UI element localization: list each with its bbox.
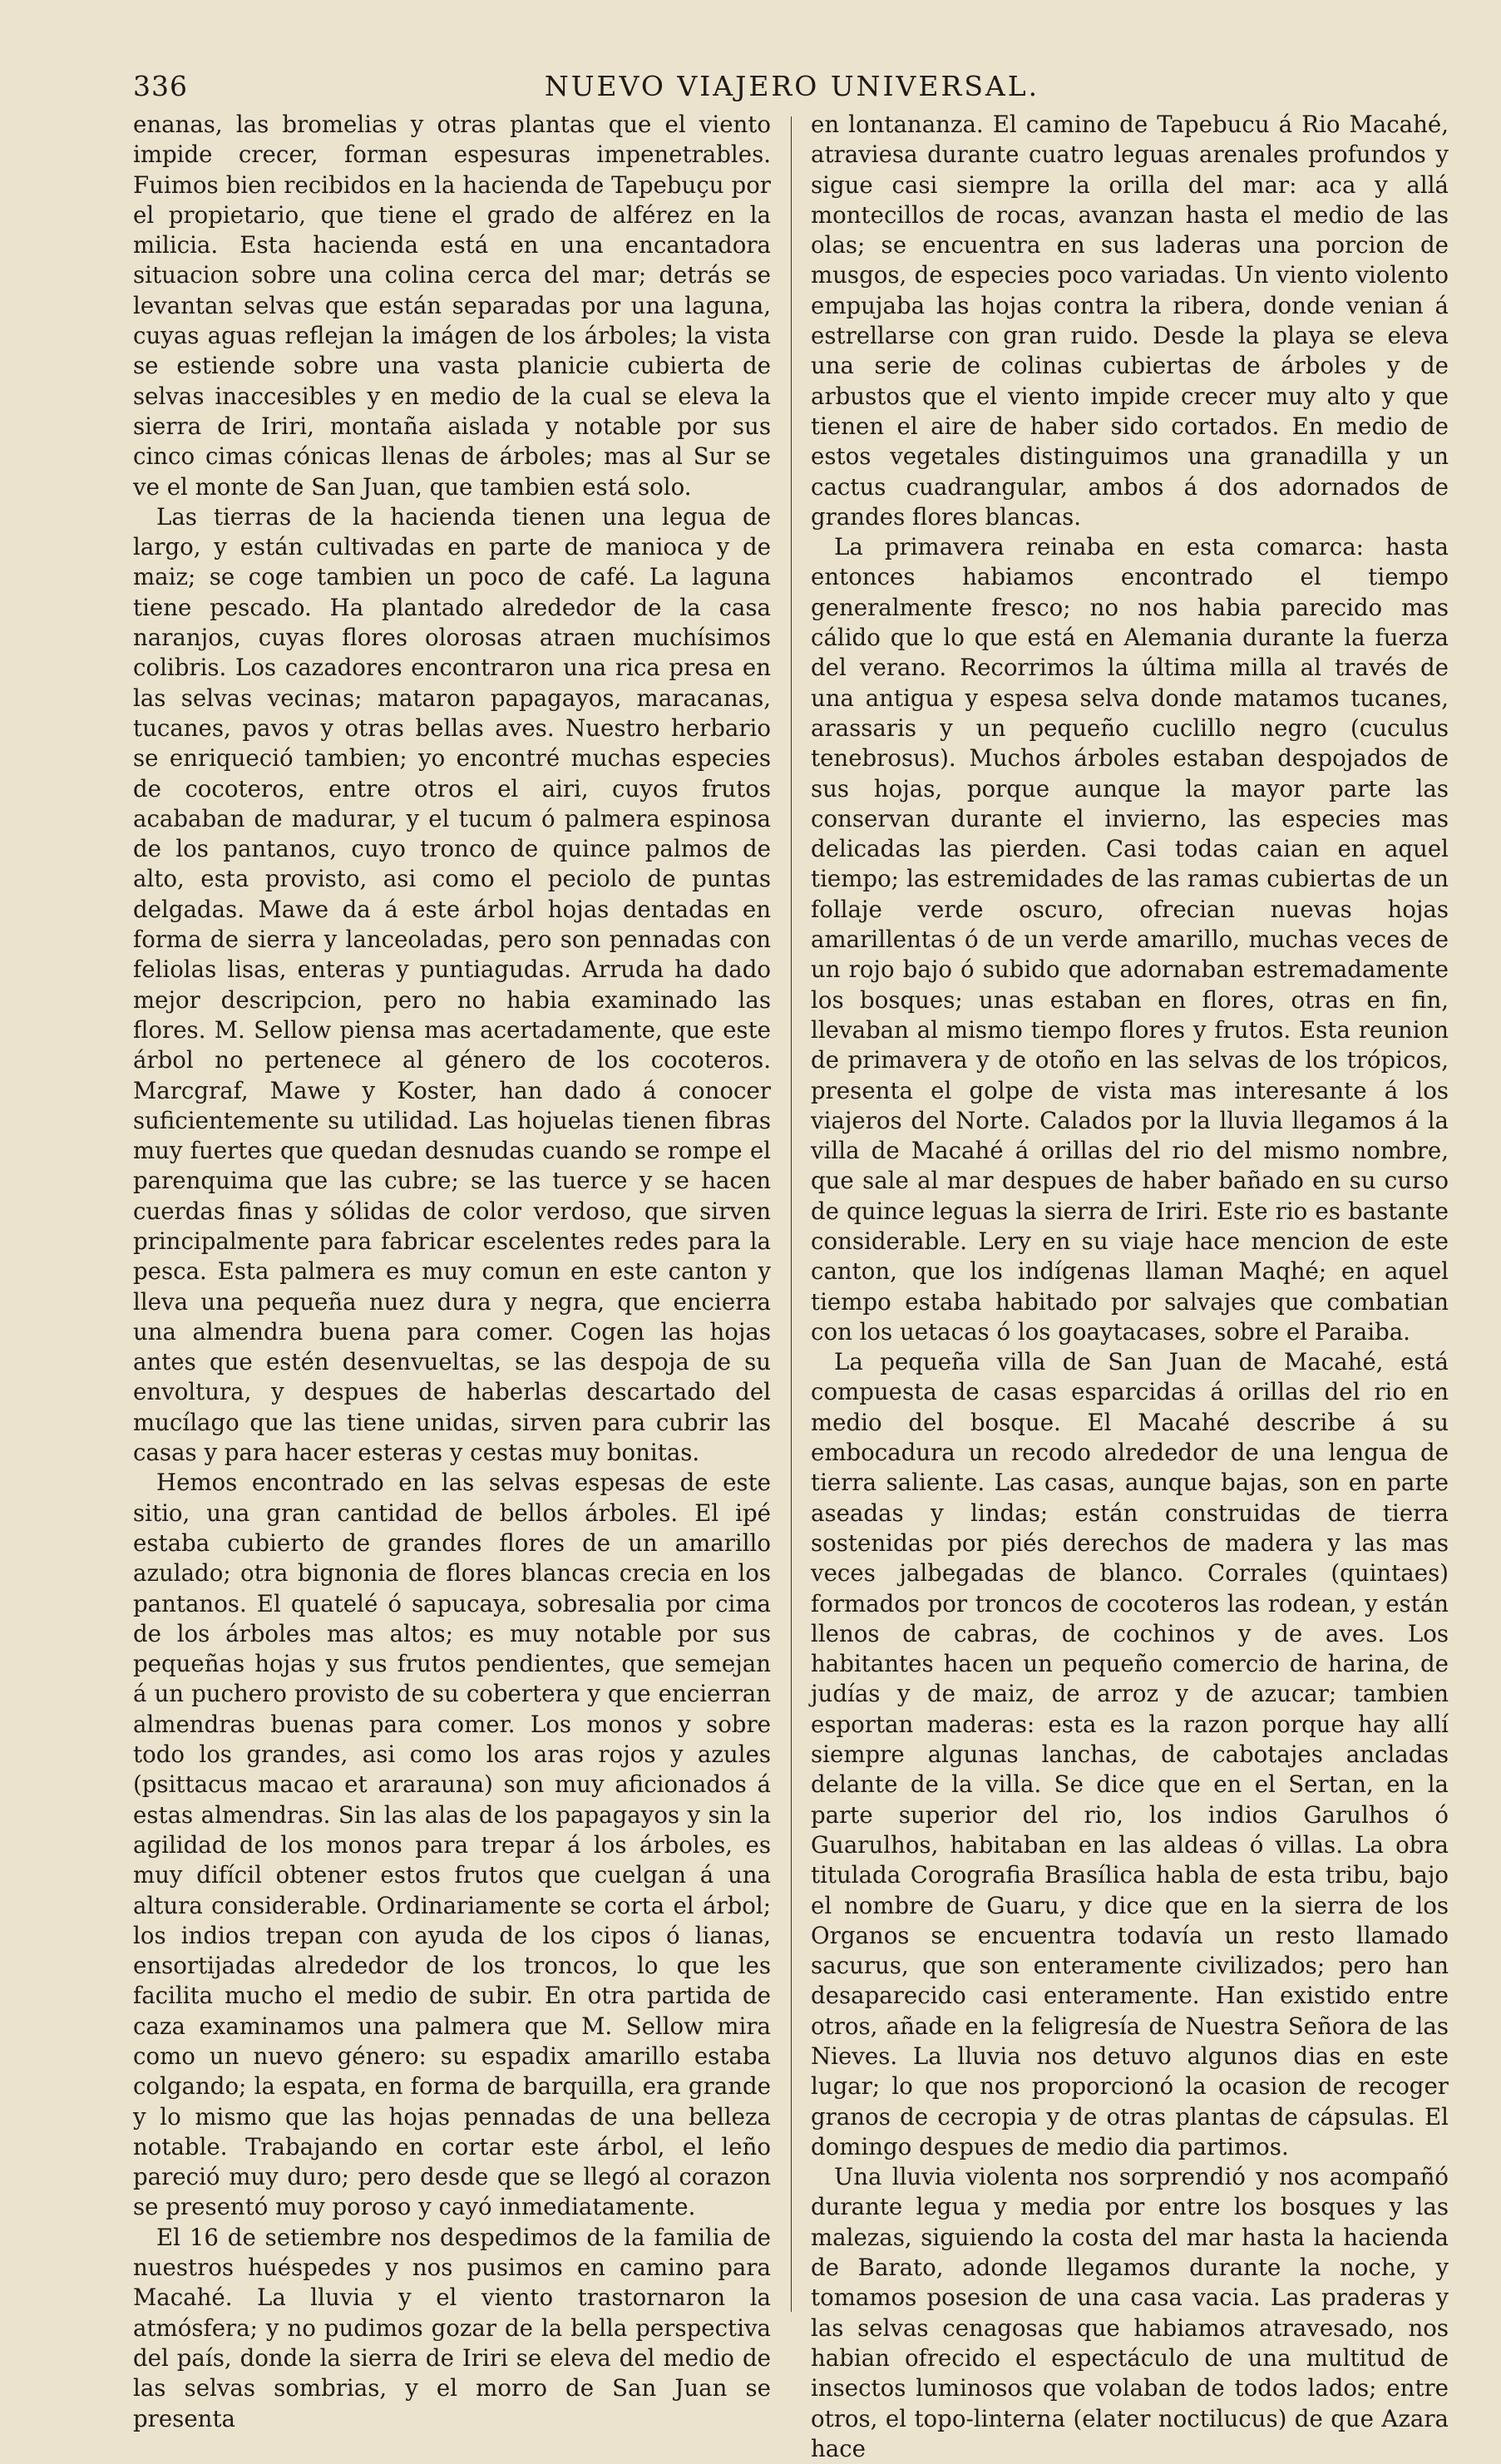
paragraph: El 16 de setiembre nos despedimos de la familia de nuestros huéspedes y nos pusimos en camino para Macahé. La lluvia y el viento trastornaron la atmósfera; y no pudimos gozar de la bella perspectiva del país, donde la sierra de Iriri se eleva del medio de las selvas sombrias, y el morro de San Juan se presenta (133, 2223, 771, 2432)
paragraph: Una lluvia violenta nos sorprendió y nos acompañó durante legua y media por entre los bosques y las malezas, siguiendo la costa del mar hasta la hacienda de Barato, adonde llegamos durante la noche, y tomamos posesion de una casa vacia. Las praderas y las selvas cenagosas que habiamos atravesado, nos habian ofrecido el espectáculo de una multitud de insectos luminosos que volaban de todos lados; entre otros, el topo-linterna (elater noctilucus) de que Azara hace (811, 2163, 1449, 2462)
paragraph: enanas, las bromelias y otras plantas que el viento impide crecer, forman espesuras impenetrables. Fuimos bien recibidos en la hacienda de Tapebuçu por el propietario, que tiene el grado de alférez en la milicia. Esta hacienda está en una encantadora situacion sobre una colina cerca del mar; detrás se levantan selvas que están separadas por una laguna, cuyas aguas reflejan la imágen de los árboles; la vista se estiende sobre una vasta planicie cubierta de selvas inaccesibles y en medio de la cual se eleva la sierra de Iriri, montaña aislada y notable por sus cinco cimas cónicas llenas de árboles; mas al Sur se ve el monte de San Juan, que tambien está solo. (133, 111, 771, 501)
left-column (133, 110, 771, 2432)
page-number: 336 (133, 70, 188, 102)
column-divider (791, 116, 792, 2312)
paragraph: La pequeña villa de San Juan de Macahé, está compuesta de casas esparcidas á orillas del rio en medio del bosque. El Macahé describe á su embocadura un recodo alrededor de una lengua de tierra saliente. Las casas, aunque bajas, son en parte aseadas y lindas; están construidas de tierra sostenidas por piés derechos de madera y las mas veces jalbegadas de blanco. Corrales (quintaes) formados por troncos de cocoteros las rodean, y están llenos de cabras, de cochinos y de aves. Los habitantes hacen un pequeño comercio de harina, de judías y de maiz, de arroz y de azucar; tambien esportan maderas: esta es la razon porque hay allí siempre algunas lanchas, de cabotajes ancladas delante de la villa. Se dice que en el Sertan, en la parte superior del rio, los indios Garulhos ó Guarulhos, habitaban en las aldeas ó villas. La obra titulada Corografia Brasílica habla de esta tribu, bajo el nombre de Guaru, y dice que en la sierra de los Organos se encuentra todavía un resto llamado sacurus, que son enteramente civilizados; pero han desaparecido casi enteramente. Han existido entre otros, añade en la feligresía de Nuestra Señora de las Nieves. La lluvia nos detuvo algunos dias en este lugar; lo que nos proporcionó la ocasion de recoger granos de cecropia y de otras plantas de cápsulas. El domingo despues de medio dia partimos. (811, 1348, 1449, 2160)
paragraph: en lontananza. El camino de Tapebucu á Rio Macahé, atraviesa durante cuatro leguas arenales profundos y sigue casi siempre la orilla del mar: aca y allá montecillos de rocas, avanzan hasta el medio de las olas; se encuentra en sus laderas una porcion de musgos, de especies poco variadas. Un viento violento empujaba las hojas contra la ribera, donde venian á estrellarse con gran ruido. Desde la playa se eleva una serie de colinas cubiertas de árboles y de arbustos que el viento impide crecer muy alto y que tienen el aire de haber sido cortados. En medio de estos vegetales distinguimos una granadilla y un cactus cuadrangular, ambos á dos adornados de grandes flores blancas. (811, 111, 1449, 531)
paragraph: Las tierras de la hacienda tienen una legua de largo, y están cultivadas en parte de manioca y de maiz; se coge tambien un poco de café. La laguna tiene pescado. Ha plantado alrededor de la casa naranjos, cuyas flores olorosas atraen muchísimos colibris. Los cazadores encontraron una rica presa en las selvas vecinas; mataron papagayos, maracanas, tucanes, pavos y otras bellas aves. Nuestro herbario se enriqueció tambien; yo encontré muchas especies de cocoteros, entre otros el airi, cuyos frutos acababan de madurar, y el tucum ó palmera espinosa de los pantanos, cuyo tronco de quince palmos de alto, esta provisto, asi como el peciolo de puntas delgadas. Mawe da á este árbol hojas dentadas en forma de sierra y lanceoladas, pero son pennadas con feliolas lisas, enteras y puntiagudas. Arruda ha dado mejor descripcion, pero no habia examinado las flores. M. Sellow piensa mas acertadamente, que este árbol no pertenece al género de los cocoteros. Marcgraf, Mawe y Koster, han dado á conocer suficientemente su utilidad. Las hojuelas tienen fibras muy fuertes que quedan desnudas cuando se rompe el parenquima que las cubre; se las tuerce y se hacen cuerdas finas y sólidas de color verdoso, que sirven principalmente para fabricar escelentes redes para la pesca. Esta palmera es muy comun en este canton y lleva una pequeña nuez dura y negra, que encierra una almendra buena para comer. Cogen las hojas antes que estén desenvueltas, se las despoja de su envoltura, y despues de haberlas descartado del mucílago que las tiene unidas, sirven para cubrir las casas y para hacer esteras y cestas muy bonitas. (133, 502, 771, 1467)
page-header (133, 70, 1451, 103)
running-title: NUEVO VIAJERO UNIVERSAL. (544, 70, 1040, 102)
right-column (811, 110, 1449, 2462)
paragraph: La primavera reinaba en esta comarca: hasta entonces habiamos encontrado el tiempo generalmente fresco; no nos habia parecido mas cálido que lo que está en Alemania durante la fuerza del verano. Recorrimos la última milla al través de una antigua y espesa selva donde matamos tucanes, arassaris y un pequeño cuclillo negro (cuculus tenebrosus). Muchos árboles estaban despojados de sus hojas, porque aunque la mayor parte las conservan durante el invierno, las especies mas delicadas las pierden. Casi todas caian en aquel tiempo; las estremidades de las ramas cubiertas de un follaje verde oscuro, ofrecian nuevas hojas amarillentas ó de un verde amarillo, muchas veces de un rojo bajo ó subido que adornaban estremadamente los bosques; unas estaban en flores, otras en fin, llevaban al mismo tiempo flores y frutos. Esta reunion de primavera y de otoño en las selvas de los trópicos, presenta el golpe de vista mas interesante á los viajeros del Norte. Calados por la lluvia llegamos á la villa de Macahé á orillas del rio del mismo nombre, que sale al mar despues de haber bañado en su curso de quince leguas la sierra de Iriri. Este rio es bastante considerable. Lery en su viaje hace mencion de este canton, que los indígenas llaman Maqhé; en aquel tiempo estaba habitado por salvajes que combatian con los uetacas ó los goaytacases, sobre el Paraiba. (811, 533, 1449, 1346)
paragraph: Hemos encontrado en las selvas espesas de este sitio, una gran cantidad de bellos árboles. El ipé estaba cubierto de grandes flores de un amarillo azulado; otra bignonia de flores blancas crecia en los pantanos. El quatelé ó sapucaya, sobresalia por cima de los árboles mas altos; es muy notable por sus pequeñas hojas y sus frutos pendientes, que semejan á un puchero provisto de su cobertera y que encierran almendras buenas para comer. Los monos y sobre todo los grandes, asi como los aras rojos y azules (psittacus macao et ararauna) son muy aficionados á estas almendras. Sin las alas de los papagayos y sin la agilidad de los monos para trepar á los árboles, es muy difícil obtener estos frutos que cuelgan á una altura considerable. Ordinariamente se corta el árbol; los indios trepan con ayuda de los cipos ó lianas, ensortijadas alrededor de los troncos, lo que les facilita mucho el medio de subir. En otra partida de caza examinamos una palmera que M. Sellow mira como un nuevo género: su espadix amarillo estaba colgando; la espata, en forma de barquilla, era grande y lo mismo que las hojas pennadas de una belleza notable. Trabajando en cortar este árbol, el leño pareció muy duro; pero desde que se llegó al corazon se presentó muy poroso y cayó inmediatamente. (133, 1469, 771, 2221)
